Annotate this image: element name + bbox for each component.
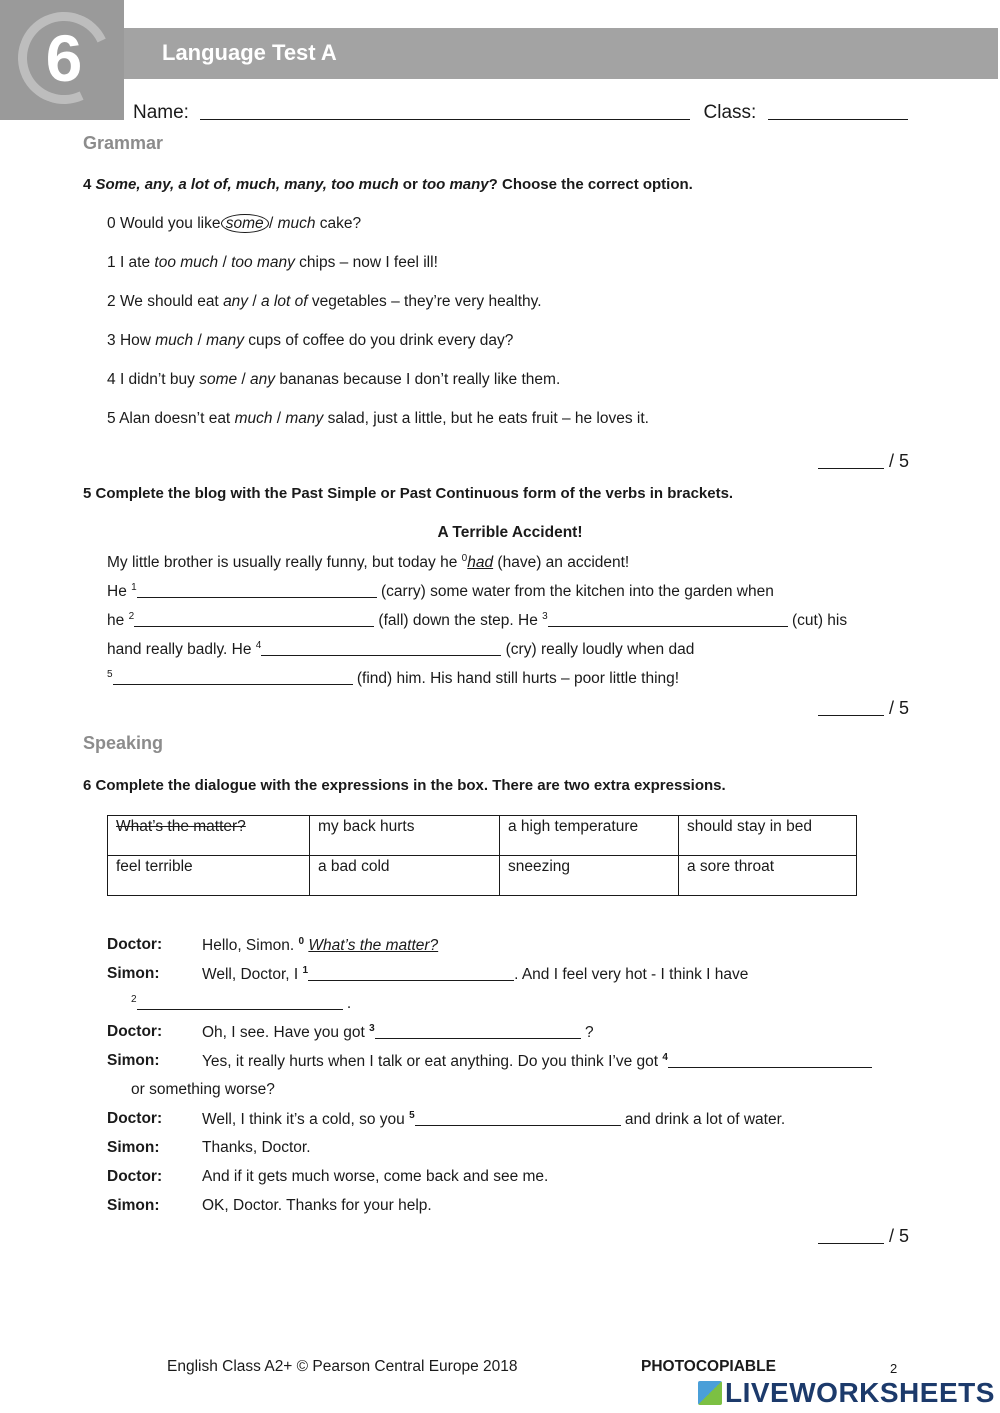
expression-cell: should stay in bed <box>679 816 857 856</box>
example-answer: What’s the matter? <box>308 937 439 955</box>
logo-icon <box>698 1381 722 1405</box>
speaker-doctor: Doctor: <box>107 1110 163 1127</box>
name-field[interactable] <box>200 106 690 120</box>
option-b[interactable]: many <box>206 332 244 349</box>
footer-photocopiable: PHOTOCOPIABLE <box>641 1358 776 1375</box>
expression-cell: What’s the matter? <box>108 816 310 856</box>
speaker-simon: Simon: <box>107 1052 160 1069</box>
exercise4-item-0: 0 Would you like some / much cake? <box>107 215 362 232</box>
option-a[interactable]: much <box>155 332 194 349</box>
exercise6-score: / 5 <box>818 1226 909 1247</box>
expression-cell: feel terrible <box>108 856 310 896</box>
speaker-doctor: Doctor: <box>107 1023 163 1040</box>
header-bar <box>124 28 998 79</box>
class-field[interactable] <box>768 106 908 120</box>
liveworksheets-logo: LIVEWORKSHEETS <box>698 1377 995 1409</box>
blog-title: A Terrible Accident! <box>437 524 583 541</box>
blog-line-4: $^5$ (find) him. His hand still hurts – poor little thing! <box>107 669 680 688</box>
score-field[interactable] <box>818 1230 884 1244</box>
option-b[interactable]: too many <box>231 254 295 271</box>
answer-blank-2[interactable] <box>137 996 343 1010</box>
dialogue-line-4: Well, I think it’s a cold, so you $^5$ and drink a lot of water. <box>202 1110 786 1129</box>
exercise5-instruction: 5 Complete the blog with the Past Simple or Past Continuous form of the verbs in brackets. <box>83 485 734 502</box>
exercise4-item-3: 3 How much / many cups of coffee do you drink every day? <box>107 332 514 349</box>
exercise4-item-5: 5 Alan doesn’t eat much / many salad, just a little, but he eats fruit – he loves it. <box>107 410 649 427</box>
test-title: Language Test A <box>162 40 337 65</box>
section-speaking: Speaking <box>83 733 164 753</box>
dialogue-line-1b: $^2$ . <box>131 994 352 1013</box>
speaker-simon: Simon: <box>107 965 160 982</box>
dialogue-line-3b: or something worse? <box>131 1081 275 1098</box>
option-a[interactable]: too much <box>154 254 219 271</box>
answer-blank-5[interactable] <box>113 671 353 685</box>
dialogue-line-0: Hello, Simon. $^0$ What’s the matter? <box>202 936 439 955</box>
blog-line-2: he $^2$ (fall) down the step. He $^3$ (cut) his <box>107 611 848 630</box>
expression-cell: a bad cold <box>310 856 500 896</box>
score-field[interactable] <box>818 702 884 716</box>
section-grammar: Grammar <box>83 133 164 153</box>
speaker-simon: Simon: <box>107 1139 160 1156</box>
table-row <box>108 856 857 896</box>
answer-blank-2[interactable] <box>134 613 374 627</box>
expression-cell: a sore throat <box>679 856 857 896</box>
score-field[interactable] <box>818 455 884 469</box>
answer-blank-3[interactable] <box>548 613 788 627</box>
option-a[interactable]: much <box>234 410 273 427</box>
dialogue-line-5: Thanks, Doctor. <box>202 1139 311 1156</box>
option-b[interactable]: any <box>250 371 276 388</box>
example-answer: had <box>467 554 494 572</box>
dialogue-line-2: Oh, I see. Have you got $^3$ ? <box>202 1023 594 1042</box>
option-circled: some <box>221 214 269 233</box>
option-b[interactable]: a lot of <box>260 293 308 310</box>
expression-cell: my back hurts <box>310 816 500 856</box>
option-b[interactable]: many <box>285 410 324 427</box>
expression-cell: a high temperature <box>500 816 679 856</box>
class-label: Class: <box>703 102 757 123</box>
speaker-doctor: Doctor: <box>107 1168 163 1185</box>
blog-line-1: He $^1$ (carry) some water from the kitchen into the garden when <box>107 582 774 601</box>
speaker-doctor: Doctor: <box>107 936 163 953</box>
exercise4-score: / 5 <box>818 451 909 472</box>
option-a[interactable]: any <box>223 293 249 310</box>
unit-badge <box>0 0 124 120</box>
answer-blank-1[interactable] <box>308 967 514 981</box>
exercise5-score: / 5 <box>818 698 909 719</box>
option-a[interactable]: some <box>199 371 238 388</box>
expression-cell: sneezing <box>500 856 679 896</box>
footer-copyright: English Class A2+ © Pearson Central Europe 2018 <box>167 1358 518 1375</box>
dialogue-line-7: OK, Doctor. Thanks for your help. <box>202 1197 432 1214</box>
expressions-box <box>107 815 857 896</box>
page-number: 2 <box>890 1361 898 1376</box>
exercise4-item-1: 1 I ate too much / too many chips – now I feel ill! <box>107 254 438 271</box>
student-info-line <box>133 102 908 124</box>
exercise6-instruction: 6 Complete the dialogue with the expressions in the box. There are two extra expressions. <box>83 777 726 794</box>
exercise4-item-2: 2 We should eat any / a lot of vegetables – they’re very healthy. <box>107 293 542 310</box>
answer-blank-4[interactable] <box>668 1054 872 1068</box>
answer-blank-1[interactable] <box>137 584 377 598</box>
blog-line-3: hand really badly. He $^4$ (cry) really loudly when dad <box>107 640 695 659</box>
exercise4-item-4: 4 I didn’t buy some / any bananas because I don’t really like them. <box>107 371 561 388</box>
unit-number: 6 <box>45 21 83 95</box>
dialogue-line-3: Yes, it really hurts when I talk or eat anything. Do you think I’ve got $^4$ <box>202 1052 872 1071</box>
answer-blank-3[interactable] <box>375 1025 581 1039</box>
exercise4-instruction: 4 Some, any, a lot of, much, many, too much or too many? Choose the correct option. <box>83 176 693 193</box>
name-label: Name: <box>133 102 189 123</box>
answer-blank-5[interactable] <box>415 1112 621 1126</box>
answer-blank-4[interactable] <box>261 642 501 656</box>
table-row <box>108 816 857 856</box>
speaker-simon: Simon: <box>107 1197 160 1214</box>
blog-line-0: My little brother is usually really funny, but today he $^0$had (have) an accident! <box>107 553 630 572</box>
dialogue-line-6: And if it gets much worse, come back and see me. <box>202 1168 549 1185</box>
dialogue-line-1: Well, Doctor, I $^1$ . And I feel very hot - I think I have <box>202 965 749 984</box>
